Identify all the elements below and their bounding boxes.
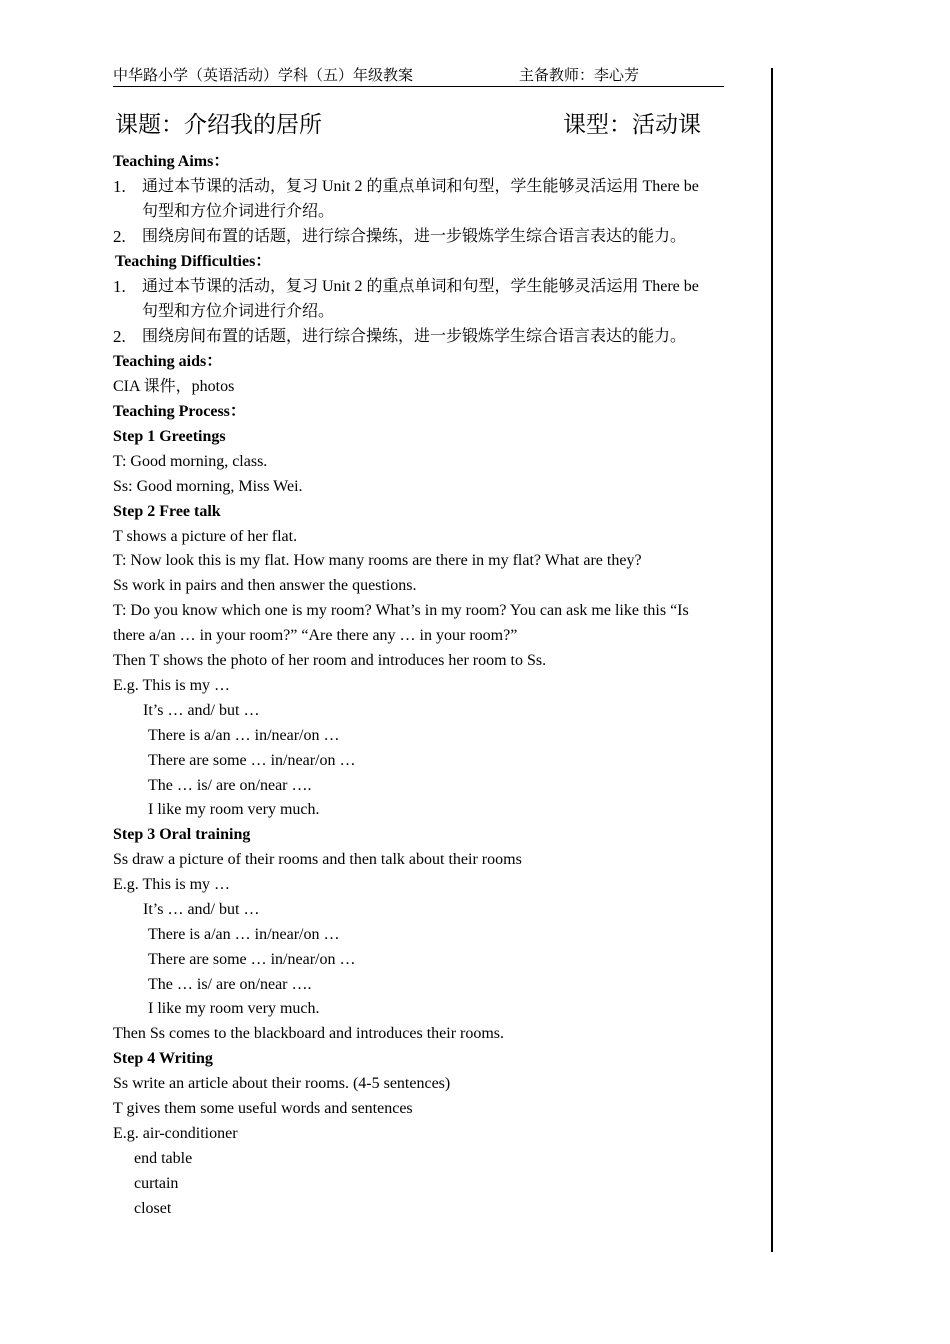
aims-item-1-line2: 句型和方位介词进行介绍。 <box>142 203 335 220</box>
step1-heading: Step 1 Greetings <box>113 428 226 445</box>
teacher-label: 主备教师：李心芳 <box>519 68 640 84</box>
process-heading: Teaching Process： <box>113 403 246 420</box>
aims-heading: Teaching Aims： <box>113 153 230 170</box>
step4-heading: Step 4 Writing <box>113 1050 213 1067</box>
step4-word: E.g. air-conditioner <box>113 1125 238 1142</box>
page-header <box>113 66 724 87</box>
step2-line: T shows a picture of her flat. <box>113 528 298 545</box>
title-row <box>115 108 724 142</box>
aims-number-1: 1. <box>113 177 126 196</box>
step1-line: T: Good morning, class. <box>113 453 268 470</box>
lesson-topic: 课题：介绍我的居所 <box>115 112 322 138</box>
step2-example-line: The … is/ are on/near …. <box>148 777 312 794</box>
difficulties-number-2: 2. <box>113 327 126 346</box>
lesson-type: 课型：活动课 <box>563 112 701 138</box>
step2-line: Then T shows the photo of her room and introduces her room to Ss. <box>113 652 547 669</box>
difficulties-heading: Teaching Difficulties： <box>115 253 272 270</box>
step2-example-line: E.g. This is my … <box>113 677 231 694</box>
aids-text: CIA 课件，photos <box>113 378 235 395</box>
difficulties-item-1-line2: 句型和方位介词进行介绍。 <box>142 303 335 320</box>
step3-example-line: E.g. This is my … <box>113 876 231 893</box>
step2-example-line: There are some … in/near/on … <box>148 752 356 769</box>
aims-number-2: 2. <box>113 227 126 246</box>
aims-item-2-line1: 围绕房间布置的话题，进行综合操练，进一步锻炼学生综合语言表达的能力。 <box>142 228 687 245</box>
step4-line: Ss write an article about their rooms. (4-5 sentences) <box>113 1075 451 1092</box>
step2-line: there a/an … in your room?” “Are there any … in your room?” <box>113 627 518 644</box>
step3-example-line: I like my room very much. <box>148 1000 320 1017</box>
margin-rule <box>771 68 773 1252</box>
step2-example-line: It’s … and/ but … <box>143 702 260 719</box>
step3-example-line: The … is/ are on/near …. <box>148 976 312 993</box>
aids-heading: Teaching aids： <box>113 353 223 370</box>
step3-line: Then Ss comes to the blackboard and introduces their rooms. <box>113 1025 505 1042</box>
step2-line: T: Do you know which one is my room? What’s in my room? You can ask me like this “Is <box>113 602 689 619</box>
step4-word: curtain <box>134 1175 179 1192</box>
step3-example-line: There are some … in/near/on … <box>148 951 356 968</box>
step3-line: Ss draw a picture of their rooms and then talk about their rooms <box>113 851 522 868</box>
step3-example-line: There is a/an … in/near/on … <box>148 926 340 943</box>
difficulties-number-1: 1. <box>113 277 126 296</box>
aims-item-1-line1: 通过本节课的活动，复习 Unit 2 的重点单词和句型，学生能够灵活运用 There be <box>142 178 699 195</box>
step2-heading: Step 2 Free talk <box>113 503 221 520</box>
step4-line: T gives them some useful words and sentences <box>113 1100 413 1117</box>
step2-example-line: There is a/an … in/near/on … <box>148 727 340 744</box>
step3-heading: Step 3 Oral training <box>113 826 251 843</box>
step3-example-line: It’s … and/ but … <box>143 901 260 918</box>
school-subject-label: 中华路小学（英语活动）学科（五）年级教案 <box>113 68 414 84</box>
step4-word: closet <box>134 1200 172 1217</box>
step2-example-line: I like my room very much. <box>148 801 320 818</box>
step1-line: Ss: Good morning, Miss Wei. <box>113 478 303 495</box>
difficulties-item-1-line1: 通过本节课的活动，复习 Unit 2 的重点单词和句型，学生能够灵活运用 There be <box>142 278 699 295</box>
step2-line: Ss work in pairs and then answer the questions. <box>113 577 417 594</box>
step4-word: end table <box>134 1150 193 1167</box>
step2-line: T: Now look this is my flat. How many rooms are there in my flat? What are they? <box>113 552 642 569</box>
difficulties-item-2-line1: 围绕房间布置的话题，进行综合操练，进一步锻炼学生综合语言表达的能力。 <box>142 328 687 345</box>
